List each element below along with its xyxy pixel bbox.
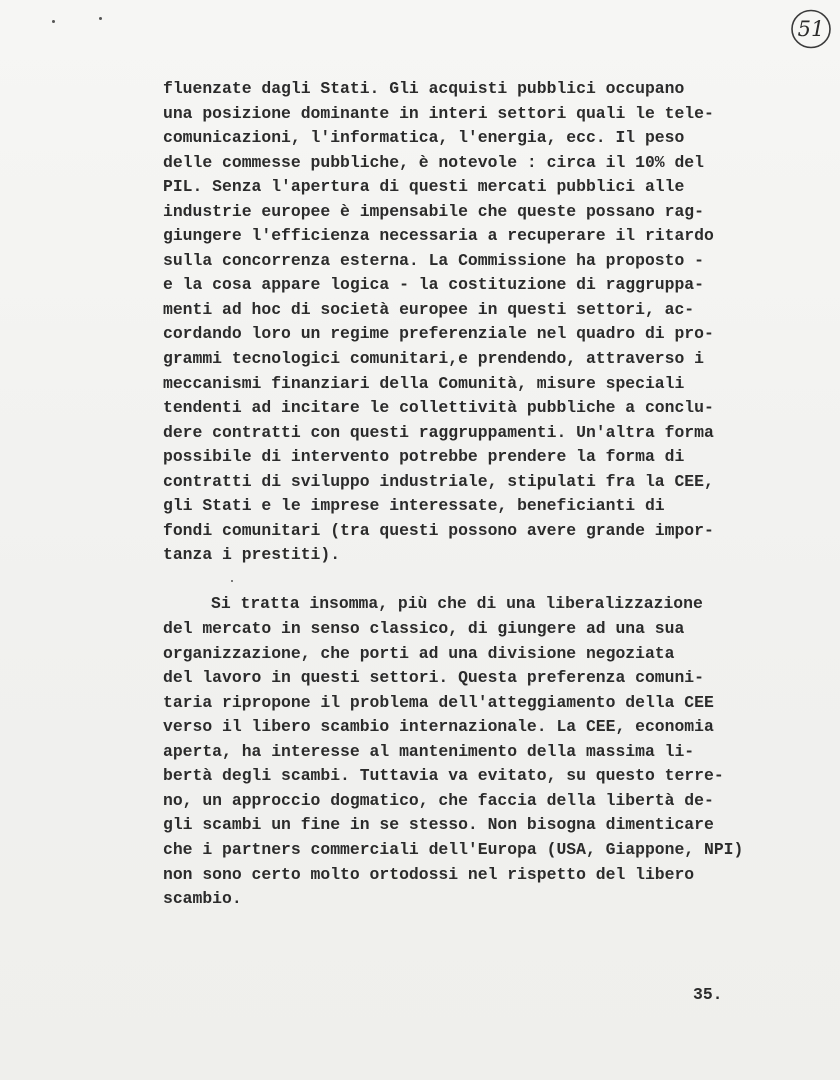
text-line: gli scambi un fine in se stesso. Non bisogna dimenticare xyxy=(163,815,714,835)
text-line: fluenzate dagli Stati. Gli acquisti pubblici occupano xyxy=(163,79,685,98)
text-line: non sono certo molto ortodossi nel rispetto del libero xyxy=(163,864,695,884)
text-line: dere contratti con questi raggruppamenti. Un'altra forma xyxy=(163,422,714,442)
text-line: meccanismi finanziari della Comunità, misure speciali xyxy=(163,373,685,393)
text-line: tendenti ad incitare le collettività pubbliche a conclu- xyxy=(163,398,714,418)
text-line: delle commesse pubbliche, è notevole : circa il 10% del xyxy=(163,152,704,172)
text-line: scambio. xyxy=(163,889,242,909)
paragraph-1 xyxy=(163,77,763,568)
text-line: menti ad hoc di società europee in questi settori, ac- xyxy=(163,299,695,319)
page-number: 35. xyxy=(693,985,723,1004)
text-line: giungere l'efficienza necessaria a recuperare il ritardo xyxy=(163,226,714,246)
text-line: e la cosa appare logica - la costituzione di raggruppa- xyxy=(163,275,704,295)
text-line: gli Stati e le imprese interessate, beneficianti di xyxy=(163,496,665,516)
text-line: Si tratta insomma, più che di una liberalizzazione xyxy=(211,594,703,614)
text-line: cordando loro un regime preferenziale nel quadro di pro- xyxy=(163,324,714,344)
text-line: comunicazioni, l'informatica, l'energia, ecc. Il peso xyxy=(163,128,685,148)
text-line: bertà degli scambi. Tuttavia va evitato, su questo terre- xyxy=(163,766,724,786)
folio-number: 51 xyxy=(797,17,825,41)
text-line: sulla concorrenza esterna. La Commissione ha proposto - xyxy=(163,250,704,270)
paragraph-gap xyxy=(163,568,763,593)
text-line: PIL. Senza l'apertura di questi mercati pubblici alle xyxy=(163,177,685,197)
text-line: tanza i prestiti). xyxy=(163,545,341,565)
paragraph-2 xyxy=(163,592,763,911)
text-line: grammi tecnologici comunitari,e prendendo, attraverso i xyxy=(163,349,704,369)
scan-speck xyxy=(99,17,102,20)
text-line: taria ripropone il problema dell'atteggiamento della CEE xyxy=(163,692,714,712)
body-text xyxy=(163,77,763,912)
text-line: organizzazione, che porti ad una divisione negoziata xyxy=(163,643,675,663)
text-line: una posizione dominante in interi settori quali le tele- xyxy=(163,103,714,123)
text-line: no, un approccio dogmatico, che faccia della libertà de- xyxy=(163,790,714,810)
text-line: aperta, ha interesse al mantenimento della massima li- xyxy=(163,741,695,761)
scan-speck xyxy=(52,20,55,23)
text-line: del mercato in senso classico, di giungere ad una sua xyxy=(163,619,685,639)
text-line: possibile di intervento potrebbe prendere la forma di xyxy=(163,447,685,467)
text-line: industrie europee è impensabile che queste possano rag- xyxy=(163,201,704,221)
text-line: che i partners commerciali dell'Europa (USA, Giappone, NPI) xyxy=(163,839,744,859)
folio-stamp xyxy=(790,8,832,50)
text-line: contratti di sviluppo industriale, stipulati fra la CEE, xyxy=(163,471,714,491)
text-line: del lavoro in questi settori. Questa preferenza comuni- xyxy=(163,668,704,688)
text-line: fondi comunitari (tra questi possono avere grande impor- xyxy=(163,520,714,540)
text-line: verso il libero scambio internazionale. La CEE, economia xyxy=(163,717,714,737)
